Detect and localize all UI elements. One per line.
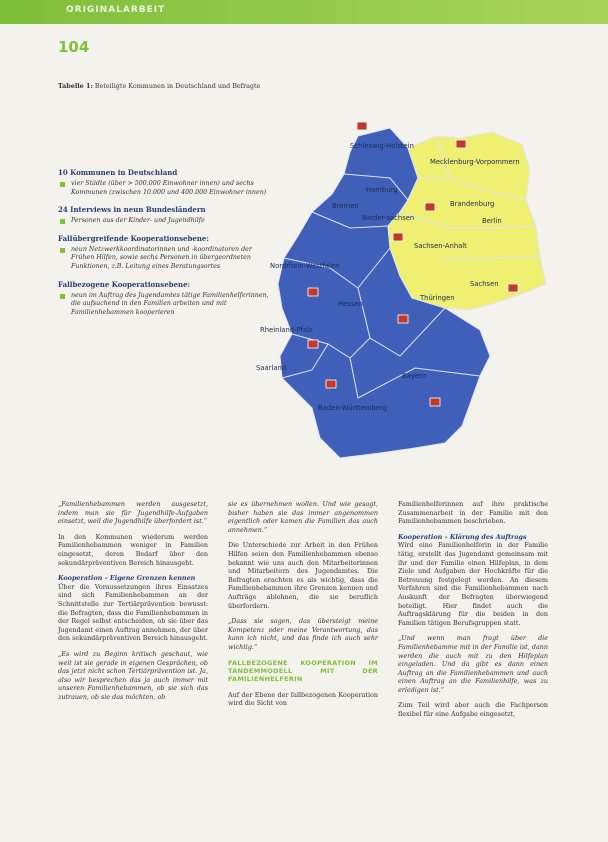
legend-item: Personen aus der Kinder- und Jugendhilfe [58, 217, 273, 226]
state-label: Schleswig-Holstein [350, 142, 414, 150]
legend-heading: Fallübergreifende Kooperationsebene: [58, 233, 209, 243]
state-label: Sachsen [470, 280, 499, 288]
legend-heading: Fallbezogene Kooperationsebene: [58, 279, 191, 289]
body-paragraph: Familienhelferinnen auf ihre praktische Zusammenarbeit in der Familie mit den Familienhebammen beschrieben. [398, 500, 548, 526]
state-label: Brandenburg [450, 200, 495, 208]
legend-heading: 24 Interviews in neun Bundesländern [58, 205, 206, 215]
quote-paragraph: sie es übernehmen wollen. Und wie gesagt, bisher haben sie das immer angenommen eigentlich oder kamen die Familien das auch annehmen.“ [228, 500, 378, 534]
state-label: Saarland [256, 364, 287, 372]
state-label: Hamburg [366, 186, 398, 194]
kommune-marker [508, 284, 518, 292]
quote-paragraph: „Dass sie sagen, das übersteigt meine Kompetenz oder meine Verantwortung, das kann ich nicht, und das finde ich auch sehr wichtig.“ [228, 617, 378, 651]
kommune-marker [456, 140, 466, 148]
state-label: Sachsen-Anhalt [414, 242, 467, 250]
state-label: Bremen [332, 202, 359, 210]
state-label: Thüringen [420, 294, 455, 302]
state-label: Berlin [482, 217, 502, 225]
body-paragraph: Auf der Ebene der fallbezogenen Kooperation wird die Sicht von [228, 690, 378, 708]
kommune-marker [393, 233, 403, 241]
legend-item: neun Netzwerkkoordinatorinnen und -koordinatoren der Frühen Hilfen, sowie sechs Personen in übergeordneten Funktionen, z.B. Leitung eines Beratungsortes [58, 246, 273, 272]
body-paragraph: Zum Teil wird aber auch die Fachperson flexibel für eine Aufgabe eingesetzt, [398, 701, 548, 719]
germany-map-svg [240, 108, 585, 473]
table-caption-text: Beteiligte Kommunen in Deutschland und Befragte [94, 82, 261, 90]
germany-map [240, 108, 585, 473]
table-caption [58, 82, 260, 90]
kommune-marker [308, 288, 318, 296]
body-paragraph: In den Kommunen wiederum werden Familienhebammen weniger in Familien eingesetzt, deren Bedarf über den sekundärpräventiven Bereich hinausgeht. [58, 532, 208, 567]
text-column-1 [58, 500, 208, 708]
state-label: Rheinland-Pfalz [260, 326, 313, 334]
body-paragraph: Wird eine Familienhelferin in der Familie tätig, erstellt das Jugendamt gemeinsam mit ihr und der Familie einen Hilfeplan, in dem Ziele und Aufgaben der Hochkräfte für die Betreuung festgelegt werden. An diesem Verfahren sind die Familienhebammen nach Auskunft der Befragten überwiegend beteiligt. Hier findet auch die Auftragsklärung für die beiden in den Familien tätigen Berufsgruppen statt. [398, 541, 548, 627]
page-number: 104 [58, 38, 90, 56]
legend-item: vier Städte (über > 500.000 Einwohner innen) und sechs Kommunen (zwischen 10.000 und 400.000 Einwohner innen) [58, 180, 273, 197]
body-paragraph: Über die Voraussetzungen ihres Einsatzes sind sich Familienhebammen an der Schnittstelle zur Tertiärprävention bewusst: die Befragten, dass die Familienhebammen in der Regel selbst entscheiden, ob sie über das Jugendamt einen Auftrag annehmen, der über den sekundärpräventiven Bereich hinausgeht. [58, 582, 208, 643]
kommune-marker [430, 398, 440, 406]
kommune-marker [326, 380, 336, 388]
state-label: Nieder-sachsen [362, 214, 415, 222]
body-paragraph: Die Unterschiede zur Arbeit in den Frühen Hilfen seien den Familienhebammen ebenso bekannt wie uns auch den Mitarbeiterinnen und Mitarbeitern des Jugendamtes. Die Befragten erachten es als wichtig, dass die Familienhebammen ihre Grenzen kennen und Aufträge ablehnen, die sie beruflich überfordern. [228, 541, 378, 610]
text-column-2 [228, 500, 378, 715]
state-label: Baden-Württemberg [318, 404, 388, 412]
state-label: Nordrhein-Westfalen [270, 262, 340, 270]
subheading: Kooperation – Klärung des Auftrags [398, 532, 527, 541]
quote-paragraph: „Familienhebammen werden ausgesetzt, indem man sie für Jugendhilfe-Aufgaben einsetzt, weil die Jugendhilfe überfordert ist.“ [58, 500, 208, 526]
legend-heading: 10 Kommunen in Deutschland [58, 168, 178, 177]
legend-item: neun im Auftrag des Jugendamtes tätige Familienhelferinnen, die aufsuchend in den Familien arbeiten und mit Familienhebammen kooperieren [58, 292, 273, 318]
state-label: Hessen [338, 300, 363, 308]
table-caption-label: Tabelle 1: [58, 82, 93, 90]
section-header-band [0, 0, 608, 24]
quote-paragraph: „Und wenn man fragt über die Familienhebamme mit in der Familie ist, dann werden die auch mit zu den Hilfeplan eingeladen. Und da gibt es dann einen Auftrag an die Familienhebammen und auch einen Auftrag an die Familienhilfe, was zu erledigen ist.“ [398, 634, 548, 694]
kommune-marker [357, 122, 367, 130]
section-title: ORIGINALARBEIT [66, 5, 166, 15]
section-heading: FALLBEZOGENE KOOPERATION IM TANDEMMODELL MIT DER FAMILIENHELFERIN [228, 658, 378, 684]
kommune-marker [425, 203, 435, 211]
state-label: Bayern [402, 372, 427, 380]
kommune-marker [398, 315, 408, 323]
text-column-3 [398, 500, 548, 726]
subheading: Kooperation – Eigene Grenzen kennen [58, 574, 196, 583]
article-body [58, 500, 558, 830]
quote-paragraph: „Es wird zu Beginn kritisch geschaut, wie weit ist sie gerade in eigenen Gesprächen, ob das jetzt nicht schon Tertiärprävention ist. Ja, also wir besprechen das ja auch immer mit unseren Familienhebammen, ob sie sich das zutrauen, ob sie das möchten, ob [58, 649, 208, 701]
kommune-marker [308, 340, 318, 348]
state-label: Mecklenburg-Vorpommern [430, 158, 520, 166]
